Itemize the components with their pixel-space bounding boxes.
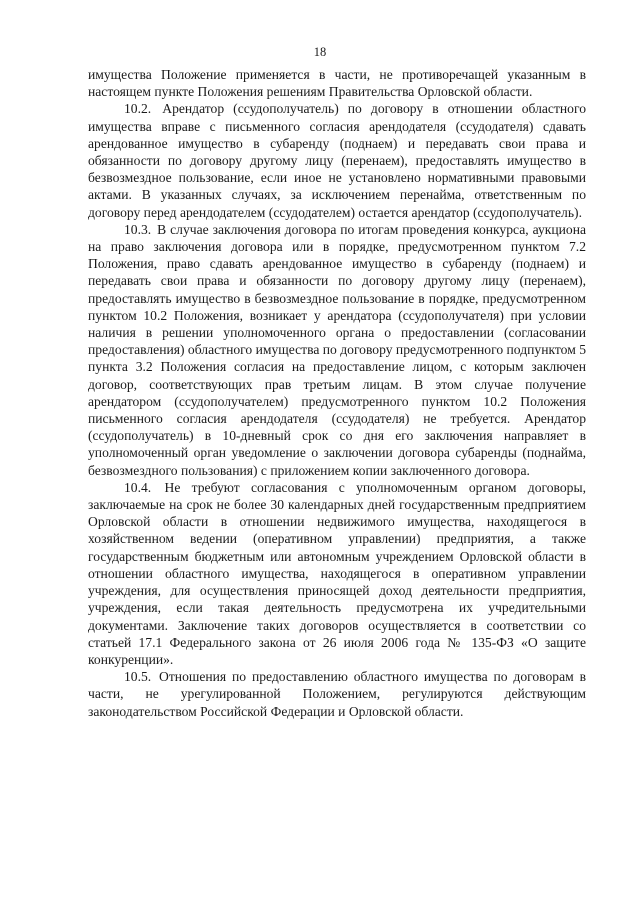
paragraph-text: Отношения по предоставлению областного имущества по договорам в части, не урегулированной Положением, регулируются действующим законодательством Российской Федерации и Орловской области.: [88, 669, 586, 719]
paragraph-number: 10.5.: [124, 669, 152, 685]
paragraph-10-5: [88, 668, 586, 720]
paragraph-text: Не требуют согласования с уполномоченным органом договоры, заключаемые на срок не более 30 календарных дней государственным предприятием Орловской области в отношении недвижимого имущества, находящегося в хозяйственном ведении (оперативном управлении) предприятия, а также государственным бюджетным или автономным учреждением Орловской области в отношении областного имущества, находящегося в оперативном управлении учреждения, для осуществления приносящей доход деятельности предприятия, учреждения, если такая деятельность предусмотрена их учредительными документами. Заключение таких договоров осуществляется в соответствии со статьей 17.1 Федерального закона от 26 июля 2006 года № 135-ФЗ «О защите конкуренции».: [88, 479, 586, 667]
paragraph-continuation: [88, 66, 586, 100]
paragraph-10-4: [88, 479, 586, 668]
paragraph-text: имущества Положение применяется в части, не противоречащей указанным в настоящем пункте Положения решениям Правительства Орловской области.: [88, 67, 586, 100]
paragraph-text: В случае заключения договора по итогам проведения конкурса, аукциона на право заключения договора или в порядке, предусмотренном пунктом 7.2 Положения, право сдавать арендованное имущество в субаренду (поднаем) и передавать свои права и обязанности по договору другому лицу (перенаем), предоставлять имущество в безвозмездное пользование в порядке, предусмотренном пунктом 10.2 Положения, возникает у арендатора (ссудополучателя) при условии наличия в решении уполномоченного органа о предоставлении (согласовании предоставления) областного имущества по договору предусмотренного подпунктом 5 пункта 3.2 Положения согласия на предоставление лицом, с которым заключен договор, соответствующих прав третьим лицам. В этом случае получение арендатором (ссудополучателем) предусмотренного пунктом 10.2 Положения письменного согласия арендодателя (ссудодателя) не требуется. Арендатор (ссудополучатель) в 10-дневный срок со дня его заключения направляет в уполномоченный орган уведомление о заключении договора субаренды (поднайма, безвозмездного пользования) с приложением копии заключенного договора.: [88, 221, 586, 478]
paragraph-text: Арендатор (ссудополучатель) по договору в отношении областного имущества вправе с письменного согласия арендодателя (ссудодателя) сдавать арендованное имущество в субаренду (поднаем) и передавать свои права и обязанности по договору другому лицу (перенаем), предоставлять имущество в безвозмездное пользование, если иное не установлено нормативными правовыми актами. В указанных случаях, за исключением перенайма, ответственным по договору перед арендодателем (ссудодателем) остается арендатор (ссудополучатель).: [88, 101, 586, 220]
document-body: [88, 66, 586, 720]
paragraph-10-3: [88, 221, 586, 479]
paragraph-number: 10.4.: [124, 479, 152, 495]
paragraph-10-2: [88, 100, 586, 220]
paragraph-number: 10.2.: [124, 101, 152, 117]
page-number: 18: [313, 45, 327, 59]
paragraph-number: 10.3.: [124, 221, 152, 237]
